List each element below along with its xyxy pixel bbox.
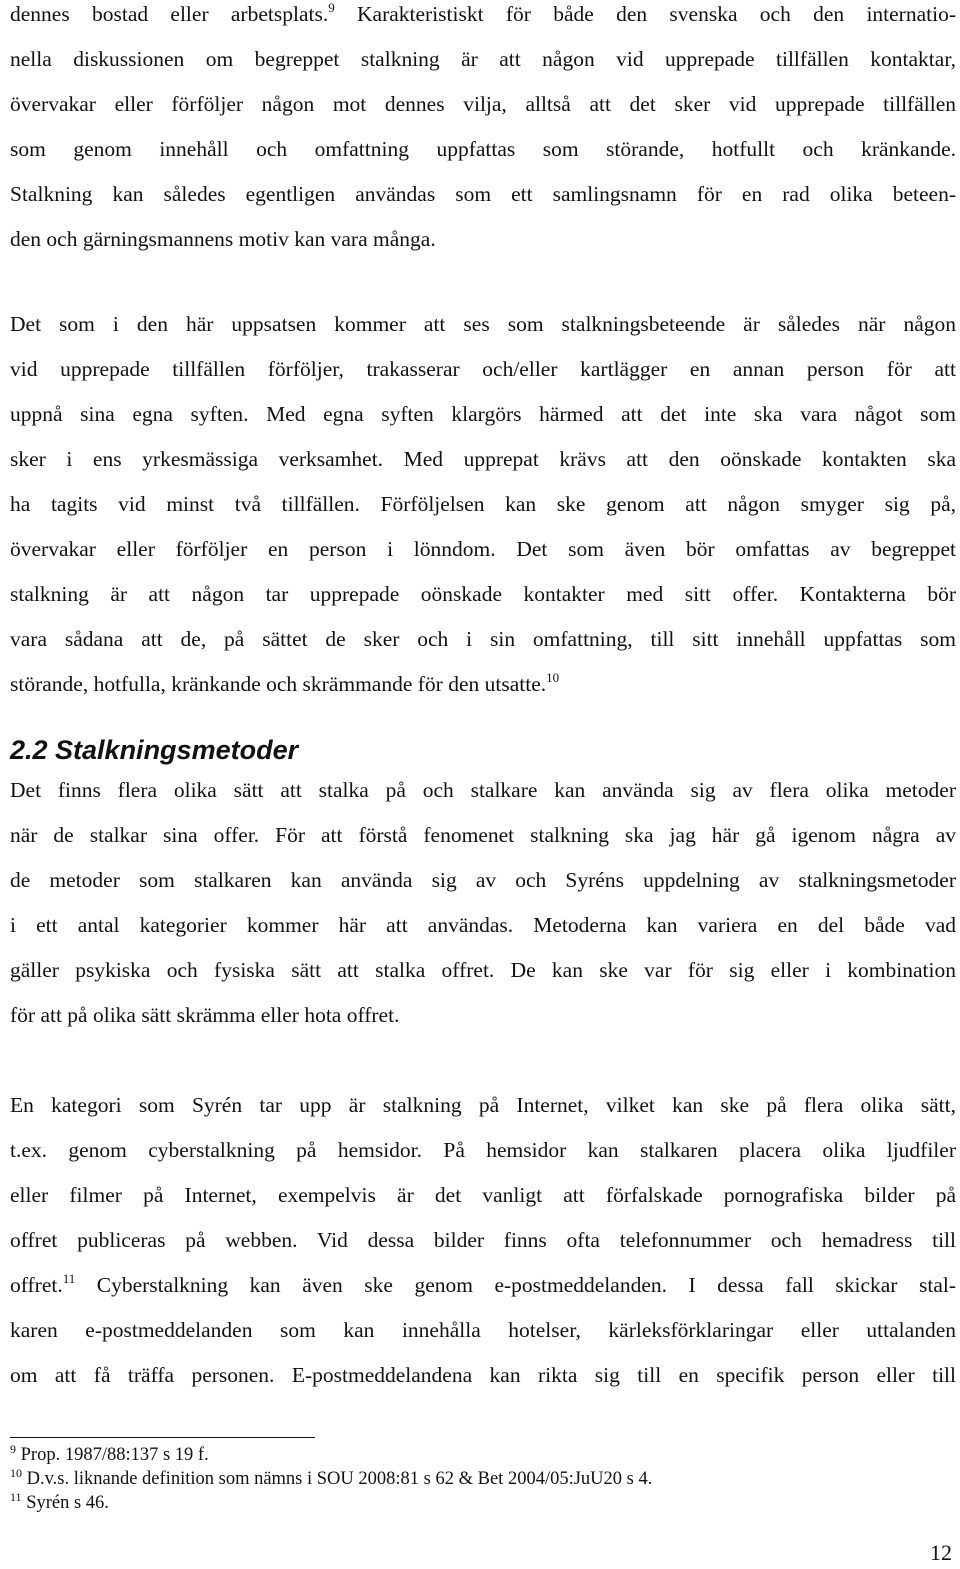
text-line [10, 662, 956, 707]
paragraph-methods-intro [10, 768, 956, 1038]
footnote-number: 9 [10, 1442, 16, 1456]
paragraph-internet-stalking [10, 1083, 956, 1398]
page-number: 12 [930, 1540, 952, 1565]
text-line: övervakar eller förföljer en person i lönndom. Det som även bör omfattas av begreppet [10, 537, 956, 561]
text-line: uppnå sina egna syften. Med egna syften klargörs härmed att det inte ska vara något som [10, 402, 956, 426]
footnote-text: Syrén s 46. [21, 1493, 109, 1513]
text-line: övervakar eller förföljer någon mot dennes vilja, alltså att det sker vid upprepade tillfällen [10, 92, 956, 116]
text-line: nella diskussionen om begreppet stalkning är att någon vid upprepade tillfällen kontaktar, [10, 47, 956, 71]
section-heading: 2.2 Stalkningsmetoder [10, 735, 299, 765]
text-line: om att få träffa personen. E-postmeddelandena kan rikta sig till en specifik person eller till [10, 1363, 956, 1387]
footnote-number: 10 [10, 1466, 22, 1480]
text-line: t.ex. genom cyberstalkning på hemsidor. På hemsidor kan stalkaren placera olika ljudfiler [10, 1138, 956, 1162]
text-segment: Cyberstalkning kan även ske genom e-postmeddelanden. I dessa fall skickar stal- [75, 1273, 956, 1297]
paragraph-stalking-behaviour [10, 302, 956, 707]
text-line: karen e-postmeddelanden som kan innehålla hotelser, kärleksförklaringar eller uttalanden [10, 1318, 956, 1342]
text-line [10, 0, 956, 37]
paragraph-definition [10, 0, 956, 262]
text-line [10, 1263, 956, 1308]
text-line: En kategori som Syrén tar upp är stalkning på Internet, vilket kan ske på flera olika sätt, [10, 1093, 956, 1117]
text-segment: störande, hotfulla, kränkande och skrämmande för den utsatte. [10, 672, 547, 696]
text-line: eller filmer på Internet, exempelvis är det vanligt att förfalskade pornografiska bilder på [10, 1183, 956, 1207]
footnote-9 [10, 1443, 910, 1467]
text-line: vid upprepade tillfällen förföljer, trakasserar och/eller kartlägger en annan person för att [10, 357, 956, 381]
text-line: Stalkning kan således egentligen användas som ett samlingsnamn för en rad olika beteen- [10, 182, 956, 206]
text-line: stalkning är att någon tar upprepade oönskade kontakter med sitt offer. Kontakterna bör [10, 582, 956, 606]
text-line: gäller psykiska och fysiska sätt att stalka offret. De kan ske var för sig eller i kombination [10, 958, 956, 982]
footnote-number: 11 [10, 1490, 22, 1504]
footnote-text: D.v.s. liknande definition som nämns i SOU 2008:81 s 62 & Bet 2004/05:JuU20 s 4. [22, 1469, 653, 1489]
text-segment: offret. [10, 1273, 63, 1297]
text-line: sker i ens yrkesmässiga verksamhet. Med upprepat krävs att den oönskade kontakten ska [10, 447, 956, 471]
text-line: vara sådana att de, på sättet de sker och i sin omfattning, till sitt innehåll uppfattas som [10, 627, 956, 651]
text-line: ha tagits vid minst två tillfällen. Förföljelsen kan ske genom att någon smyger sig på, [10, 492, 956, 516]
text-line: för att på olika sätt skrämma eller hota offret. [10, 1003, 400, 1027]
footnote-separator [10, 1437, 315, 1438]
footnote-text: Prop. 1987/88:137 s 19 f. [16, 1445, 209, 1465]
footnotes [10, 1443, 910, 1515]
text-line: när de stalkar sina offer. För att förstå fenomenet stalkning ska jag här gå igenom några av [10, 823, 956, 847]
footnote-marker-11[interactable]: 11 [62, 1271, 76, 1286]
text-line: Det som i den här uppsatsen kommer att ses som stalkningsbeteende är således när någon [10, 312, 956, 336]
footnote-marker-10[interactable]: 10 [546, 670, 560, 685]
text-line: offret publiceras på webben. Vid dessa bilder finns ofta telefonnummer och hemadress till [10, 1228, 956, 1252]
text-segment: dennes bostad eller arbetsplats. [10, 2, 329, 26]
text-line: i ett antal kategorier kommer här att användas. Metoderna kan variera en del både vad [10, 913, 956, 937]
text-segment: Karakteristiskt för både den svenska och den internatio- [334, 2, 956, 26]
footnote-10 [10, 1467, 910, 1491]
footnote-marker-9[interactable]: 9 [328, 0, 335, 15]
text-line: Det finns flera olika sätt att stalka på och stalkare kan använda sig av flera olika metoder [10, 778, 956, 802]
text-line: som genom innehåll och omfattning uppfattas som störande, hotfullt och kränkande. [10, 137, 956, 161]
footnote-11 [10, 1491, 910, 1515]
text-line: de metoder som stalkaren kan använda sig av och Syréns uppdelning av stalkningsmetoder [10, 868, 956, 892]
text-line: den och gärningsmannens motiv kan vara många. [10, 227, 436, 251]
